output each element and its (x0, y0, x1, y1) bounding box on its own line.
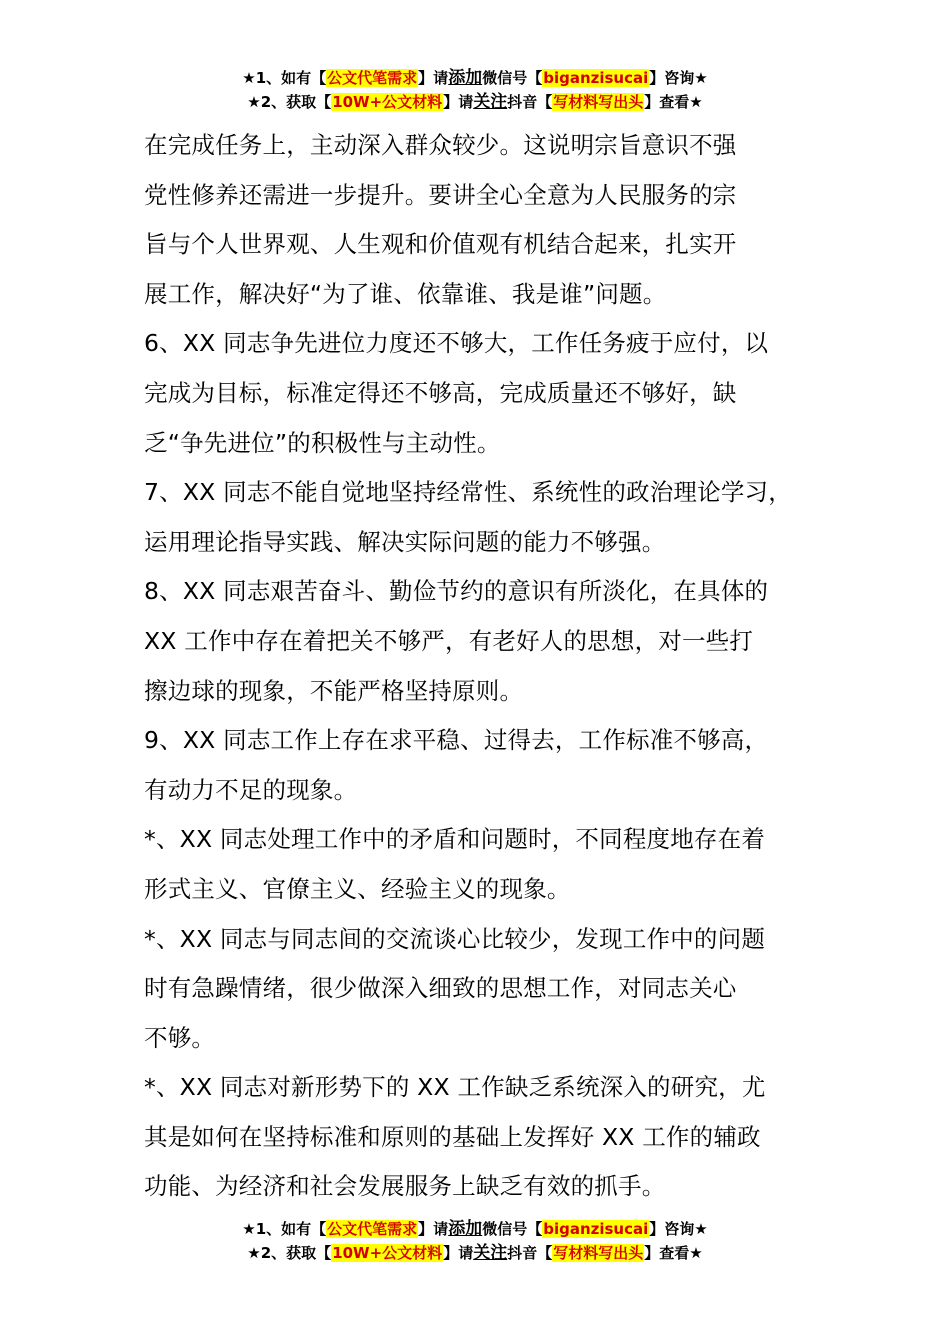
banner-text: 微信号【 (482, 1220, 543, 1238)
banner-emphasis: 关注 (473, 1243, 508, 1263)
banner-text: 抖音【 (507, 93, 553, 111)
body-line: 完成为目标，标准定得还不够高，完成质量还不够好，缺 (144, 378, 737, 407)
footer-banner (0, 1217, 950, 1265)
banner-highlight-materials: 10W+公文材料 (332, 93, 443, 111)
banner-highlight-wechat: biganzisucai (543, 69, 649, 87)
banner-highlight-wechat: biganzisucai (543, 1220, 649, 1238)
body-line: 擦边球的现象，不能严格坚持原则。 (144, 676, 524, 705)
banner-text: 】请 (443, 1244, 474, 1262)
body-line: 时有急躁情绪，很少做深入细致的思想工作，对同志关心 (144, 974, 737, 1003)
body-line: 9、XX 同志工作上存在求平稳、过得去，工作标准不够高， (144, 726, 769, 755)
body-line: *、XX 同志处理工作中的矛盾和问题时，不同程度地存在着 (144, 825, 766, 854)
body-line: 运用理论指导实践、解决实际问题的能力不够强。 (144, 527, 666, 556)
banner-text: 微信号【 (482, 69, 543, 87)
banner-highlight-materials: 10W+公文材料 (332, 1244, 443, 1262)
body-line: 6、XX 同志争先进位力度还不够大，工作任务疲于应付，以 (144, 329, 769, 358)
body-line: 其是如何在坚持标准和原则的基础上发挥好 XX 工作的辅政 (144, 1122, 761, 1151)
header-banner (0, 66, 950, 114)
banner-text: 】请 (418, 69, 449, 87)
banner-line-1 (0, 66, 950, 90)
body-line: 展工作，解决好“为了谁、依靠谁、我是谁”问题。 (144, 279, 667, 308)
banner-text: 】请 (418, 1220, 449, 1238)
banner-emphasis: 添加 (448, 68, 483, 88)
body-line: 7、XX 同志不能自觉地坚持经常性、系统性的政治理论学习， (144, 478, 792, 507)
banner-highlight-douyin: 写材料写出头 (553, 93, 644, 111)
banner-text: ★2、获取【 (247, 93, 332, 111)
body-line: 8、XX 同志艰苦奋斗、勤俭节约的意识有所淡化，在具体的 (144, 577, 769, 606)
banner-text: ★2、获取【 (247, 1244, 332, 1262)
body-line: *、XX 同志与同志间的交流谈心比较少，发现工作中的问题 (144, 924, 766, 953)
banner-text: 】咨询★ (649, 69, 708, 87)
banner-text: 】查看★ (644, 93, 703, 111)
banner-text: 】查看★ (644, 1244, 703, 1262)
body-line: 在完成任务上，主动深入群众较少。这说明宗旨意识不强 (144, 131, 737, 159)
banner-highlight-service: 公文代笔需求 (327, 1220, 418, 1238)
body-line: 旨与个人世界观、人生观和价值观有机结合起来，扎实开 (144, 230, 737, 259)
body-line: 功能、为经济和社会发展服务上缺乏有效的抓手。 (144, 1172, 666, 1201)
body-line: 党性修养还需进一步提升。要讲全心全意为人民服务的宗 (144, 180, 737, 209)
banner-line-2 (0, 1241, 950, 1265)
body-line: 有动力不足的现象。 (144, 775, 358, 804)
body-line: 乏“争先进位”的积极性与主动性。 (144, 428, 501, 457)
banner-line-1 (0, 1217, 950, 1241)
banner-emphasis: 添加 (448, 1219, 483, 1239)
banner-line-2 (0, 90, 950, 114)
body-line: *、XX 同志对新形势下的 XX 工作缺乏系统深入的研究，尤 (144, 1073, 766, 1102)
document-body (144, 121, 834, 1212)
body-line: 不够。 (144, 1023, 216, 1052)
banner-text: 】咨询★ (649, 1220, 708, 1238)
banner-text: ★1、如有【 (242, 1220, 327, 1238)
banner-highlight-service: 公文代笔需求 (327, 69, 418, 87)
banner-text: ★1、如有【 (242, 69, 327, 87)
body-line: 形式主义、官僚主义、经验主义的现象。 (144, 874, 571, 903)
banner-highlight-douyin: 写材料写出头 (553, 1244, 644, 1262)
banner-text: 】请 (443, 93, 474, 111)
banner-emphasis: 关注 (473, 92, 508, 112)
body-line: XX 工作中存在着把关不够严，有老好人的思想，对一些打 (144, 626, 754, 655)
banner-text: 抖音【 (507, 1244, 553, 1262)
